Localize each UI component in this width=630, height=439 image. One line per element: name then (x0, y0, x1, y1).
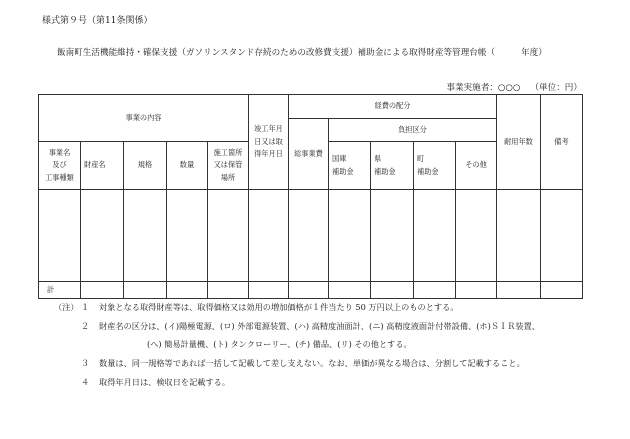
cell-remarks[interactable] (541, 190, 583, 282)
note-number: ３ (81, 358, 90, 368)
cell-specification[interactable] (124, 190, 167, 282)
table-row (39, 190, 583, 282)
header-completion-date: 竣工年月 日又は取 得年月日 (249, 95, 289, 190)
property-ledger-table (38, 94, 583, 299)
total-row (39, 282, 583, 299)
header-project-name: 事業名 及び 工事種類 (39, 142, 81, 190)
header-other: その他 (456, 142, 497, 190)
total-other[interactable] (456, 282, 497, 299)
header-property-name: 財産名 (81, 142, 124, 190)
operator-line (446, 81, 582, 93)
notes-label: （注） (54, 302, 79, 312)
note-text: 数量は、同一規格等であれば一括して記載して差し支えない。なお、単価が異なる場合は、分割して記載すること。 (99, 358, 525, 368)
document-title-main: 飯南町生活機能維持・確保支援（ガソリンスタンド存続のための改修費支援）補助金による取得財産等管理台帳（ (57, 48, 496, 58)
operator-label: 事業実施者：○○○ (446, 83, 521, 93)
cell-other[interactable] (456, 190, 497, 282)
total-useful-life[interactable] (497, 282, 541, 299)
cell-national-subsidy[interactable] (329, 190, 371, 282)
header-prefecture-subsidy: 県 補助金 (371, 142, 414, 190)
note-number: ４ (81, 377, 90, 387)
cell-project-name[interactable] (39, 190, 81, 282)
note-text: 財産名の区分は、(イ)陽極電源、(ロ) 外部電源装置、(ハ) 高精度油面計、(ニ) 高精度液面計付帯設備、(ホ)ＳＩＲ装置、 (99, 321, 540, 331)
unit-label: （単位：円） (530, 83, 582, 93)
note-number: １ (81, 302, 90, 312)
cell-total-project-cost[interactable] (289, 190, 329, 282)
total-prefecture-subsidy[interactable] (371, 282, 414, 299)
header-remarks: 備考 (541, 95, 583, 190)
header-useful-life: 耐用年数 (497, 95, 541, 190)
total-project-cost[interactable] (289, 282, 329, 299)
total-location[interactable] (208, 282, 249, 299)
total-national-subsidy[interactable] (329, 282, 371, 299)
form-number: 様式第９号（第11条関係） (42, 16, 153, 26)
cell-prefecture-subsidy[interactable] (371, 190, 414, 282)
header-national-subsidy: 国庫 補助金 (329, 142, 371, 190)
cell-quantity[interactable] (167, 190, 208, 282)
total-town-subsidy[interactable] (414, 282, 456, 299)
header-total-project-cost: 総事業費 (289, 119, 329, 190)
header-project-content: 事業の内容 (39, 95, 249, 142)
total-label: 計 (39, 282, 81, 299)
cell-property-name[interactable] (81, 190, 124, 282)
note-text: 対象となる取得財産等は、取得価格又は効用の増加価格が１件当たり 50 万円以上のものとする。 (99, 302, 459, 312)
header-town-subsidy: 町 補助金 (414, 142, 456, 190)
cell-useful-life[interactable] (497, 190, 541, 282)
document-title-end: 年度） (521, 48, 547, 58)
header-quantity: 数量 (167, 142, 208, 190)
header-specification: 規格 (124, 142, 167, 190)
cell-town-subsidy[interactable] (414, 190, 456, 282)
total-completion-date[interactable] (249, 282, 289, 299)
note-number: ２ (81, 321, 90, 331)
note-text: 取得年月日は、検収日を記載する。 (99, 377, 231, 387)
note-text: (ヘ) 簡易計量機、(ト) タンクローリー、(チ) 備品、(リ) その他とする。 (147, 339, 412, 349)
header-cost-allocation: 経費の配分 (289, 95, 497, 119)
document-title (57, 46, 547, 58)
cell-completion-date[interactable] (249, 190, 289, 282)
total-specification[interactable] (124, 282, 167, 299)
cell-location[interactable] (208, 190, 249, 282)
total-quantity[interactable] (167, 282, 208, 299)
header-location: 施工箇所 又は保管 場所 (208, 142, 249, 190)
total-remarks[interactable] (541, 282, 583, 299)
total-property-name[interactable] (81, 282, 124, 299)
header-burden-division: 負担区分 (329, 119, 497, 142)
